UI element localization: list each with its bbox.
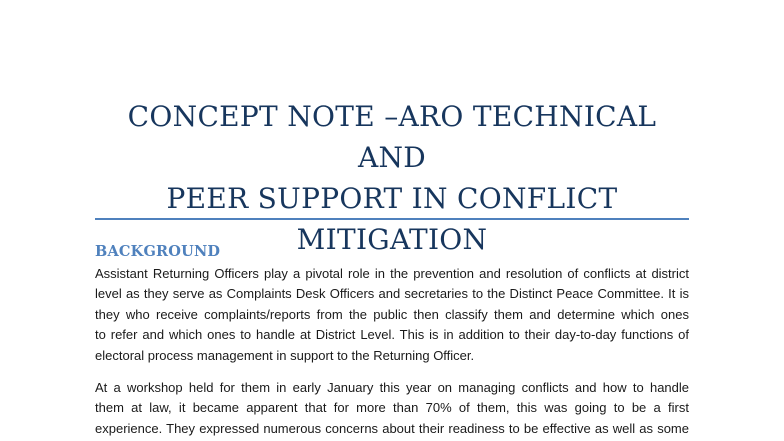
title-underline-divider	[95, 218, 689, 220]
title-line-2: PEER SUPPORT IN CONFLICT	[166, 182, 618, 215]
paragraph-line: experience. They expressed numerous concerns about their readiness to be effective as well as some	[95, 420, 689, 436]
paragraph-line: Assistant Returning Officers play a pivotal role in the prevention and resolution of conflicts at district	[95, 266, 689, 281]
paragraph-line: level as they serve as Complaints Desk Officers and secretaries to the Distinct Peace Committee. It is	[95, 286, 689, 302]
body-paragraph-2	[95, 378, 689, 439]
paragraph-line: they who receive complaints/reports from the public then classify them and determine which ones	[95, 306, 689, 322]
section-heading-background: BACKGROUND	[95, 243, 221, 260]
paragraph-line: to refer and which ones to handle at District Level. This is in addition to their day-to-day functions of	[95, 327, 689, 343]
document-title	[95, 96, 689, 260]
title-line-1: CONCEPT NOTE –ARO TECHNICAL AND	[127, 100, 657, 174]
paragraph-line: electoral process management in support to the Returning Officer.	[95, 347, 475, 363]
paragraph-line: them at law, it became apparent that for more than 70% of them, this was going to be a first	[95, 400, 689, 416]
paragraph-line: At a workshop held for them in early January this year on managing conflicts and how to handle	[95, 380, 689, 395]
body-paragraph-1	[95, 264, 689, 366]
title-line-3: MITIGATION	[296, 223, 488, 256]
